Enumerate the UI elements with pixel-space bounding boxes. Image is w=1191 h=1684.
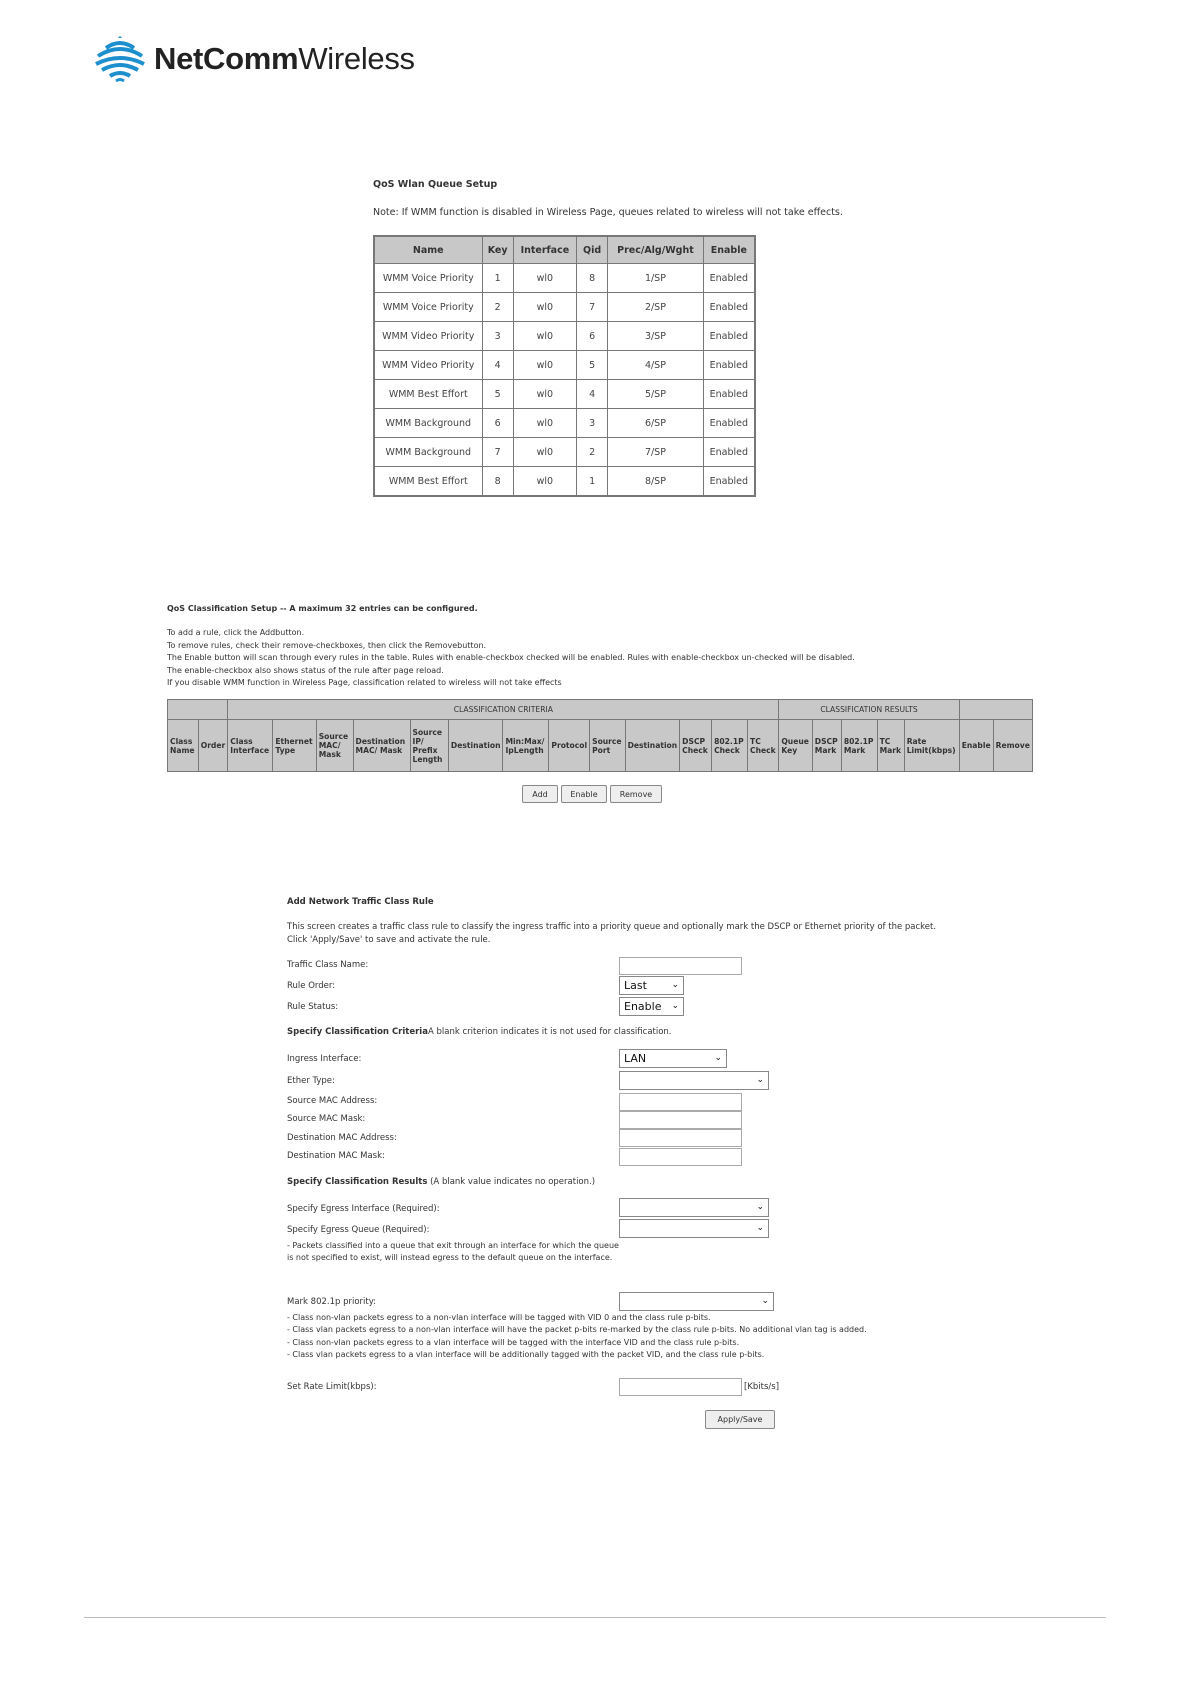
footer-divider xyxy=(84,1617,1106,1618)
rate-limit-label: Set Rate Limit(kbps): xyxy=(287,1382,377,1392)
cell: 7 xyxy=(482,438,513,467)
ether-type-label: Ether Type: xyxy=(287,1076,335,1086)
cell: WMM Best Effort xyxy=(374,467,482,497)
instruction-line: To remove rules, check their remove-checkboxes, then click the Removebutton. xyxy=(167,640,487,650)
table-row xyxy=(374,409,755,438)
col-header: DSCP Check xyxy=(680,720,712,772)
cell: Enabled xyxy=(703,380,755,409)
cell: Enabled xyxy=(703,438,755,467)
mark-priority-label: Mark 802.1p priority: xyxy=(287,1297,377,1307)
rate-unit: [Kbits/s] xyxy=(744,1382,780,1392)
cell: 1/SP xyxy=(608,264,704,293)
cell: Enabled xyxy=(703,293,755,322)
table-row xyxy=(374,467,755,497)
netcomm-logo xyxy=(94,34,415,84)
cell: wl0 xyxy=(513,467,576,497)
destination-mac-label: Destination MAC Address: xyxy=(287,1133,397,1143)
note-line: - Class non-vlan packets egress to a vlan interface will be tagged with the interface VID and the class rule p-bits. xyxy=(287,1337,740,1347)
note-line: - Class vlan packets egress to a vlan interface will be additionally tagged with the packet VID, and the class rule p-bits. xyxy=(287,1349,765,1359)
add-button[interactable]: Add xyxy=(522,785,558,803)
col-header: Ethernet Type xyxy=(273,720,316,772)
col-header: DSCP Mark xyxy=(812,720,841,772)
cell: 6 xyxy=(482,409,513,438)
col-header: TC Mark xyxy=(877,720,904,772)
col-header: Interface xyxy=(513,236,576,264)
col-header: Destination MAC/ Mask xyxy=(353,720,410,772)
cell: wl0 xyxy=(513,380,576,409)
col-header: Name xyxy=(374,236,482,264)
mark-priority-select[interactable] xyxy=(619,1292,774,1311)
note-line: is not specified to exist, will instead egress to the default queue on the interface. xyxy=(287,1253,613,1263)
source-mac-mask-label: Source MAC Mask: xyxy=(287,1114,366,1124)
chevron-down-icon: ⌄ xyxy=(671,980,679,990)
cell: 4/SP xyxy=(608,351,704,380)
destination-mac-input[interactable] xyxy=(619,1129,742,1147)
chevron-down-icon: ⌄ xyxy=(761,1296,769,1306)
cell: 2/SP xyxy=(608,293,704,322)
col-header: TC Check xyxy=(748,720,779,772)
cell: 4 xyxy=(482,351,513,380)
cell: WMM Background xyxy=(374,409,482,438)
chevron-down-icon: ⌄ xyxy=(671,1001,679,1011)
classification-instructions xyxy=(167,627,1067,690)
egress-queue-select[interactable] xyxy=(619,1219,769,1238)
col-header: Source Port xyxy=(590,720,625,772)
col-header: Enable xyxy=(959,720,993,772)
enable-button[interactable]: Enable xyxy=(561,785,607,803)
col-header: Destination xyxy=(625,720,680,772)
classification-results-header: CLASSIFICATION RESULTS xyxy=(779,700,959,720)
chevron-down-icon: ⌄ xyxy=(756,1223,764,1233)
col-header: Rate Limit(kbps) xyxy=(904,720,959,772)
cell: wl0 xyxy=(513,264,576,293)
cell: Enabled xyxy=(703,322,755,351)
cell: wl0 xyxy=(513,438,576,467)
cell: 6/SP xyxy=(608,409,704,438)
cell: 8 xyxy=(482,467,513,497)
cell: 2 xyxy=(482,293,513,322)
rule-status-value: Enable xyxy=(624,1000,662,1013)
traffic-class-name-input[interactable] xyxy=(619,957,742,975)
traffic-class-name-label: Traffic Class Name: xyxy=(287,960,369,970)
wireless-waves-icon xyxy=(94,36,146,82)
results-header: Specify Classification Results (A blank value indicates no operation.) xyxy=(287,1177,596,1187)
cell: WMM Video Priority xyxy=(374,322,482,351)
source-mac-mask-input[interactable] xyxy=(619,1111,742,1129)
ingress-interface-label: Ingress Interface: xyxy=(287,1054,362,1064)
wlan-queue-title: QoS Wlan Queue Setup xyxy=(373,179,498,190)
col-header: 802.1P Check xyxy=(712,720,748,772)
col-header: Class Interface xyxy=(228,720,273,772)
egress-interface-select[interactable] xyxy=(619,1198,769,1217)
col-header: Queue Key xyxy=(779,720,812,772)
criteria-header: Specify Classification CriteriaA blank criterion indicates it is not used for classification. xyxy=(287,1027,672,1037)
cell: 3 xyxy=(482,322,513,351)
rule-order-label: Rule Order: xyxy=(287,981,336,991)
cell: wl0 xyxy=(513,322,576,351)
add-rule-description: This screen creates a traffic class rule to classify the ingress traffic into a priority queue and optionally mark the DSCP or Ethernet priority of the packet. xyxy=(287,922,937,932)
cell: 5/SP xyxy=(608,380,704,409)
col-header: Destination xyxy=(448,720,503,772)
col-header: 802.1P Mark xyxy=(841,720,877,772)
classification-title: QoS Classification Setup -- A maximum 32 entries can be configured. xyxy=(167,604,478,613)
table-row xyxy=(374,293,755,322)
cell: 8 xyxy=(577,264,608,293)
note-line: - Class non-vlan packets egress to a non-vlan interface will be tagged with VID 0 and the class rule p-bits. xyxy=(287,1313,711,1322)
destination-mac-mask-label: Destination MAC Mask: xyxy=(287,1151,385,1161)
brand-name: NetCommWireless xyxy=(154,41,415,76)
col-header: Min:Max/ IpLength xyxy=(503,720,549,772)
source-mac-label: Source MAC Address: xyxy=(287,1096,378,1106)
cell: wl0 xyxy=(513,293,576,322)
apply-save-button[interactable]: Apply/Save xyxy=(705,1410,775,1429)
col-header: Prec/Alg/Wght xyxy=(608,236,704,264)
cell: Enabled xyxy=(703,467,755,497)
add-rule-title: Add Network Traffic Class Rule xyxy=(287,897,434,907)
cell: 7/SP xyxy=(608,438,704,467)
cell: WMM Video Priority xyxy=(374,351,482,380)
col-header: Protocol xyxy=(549,720,590,772)
cell: Enabled xyxy=(703,409,755,438)
remove-button[interactable]: Remove xyxy=(610,785,662,803)
table-row xyxy=(374,380,755,409)
cell: 5 xyxy=(482,380,513,409)
cell: 3/SP xyxy=(608,322,704,351)
instruction-line: The Enable button will scan through every rules in the table. Rules with enable-checkbox checked will be enabled. Rules with enable-checkbox un-checked will be disabled. xyxy=(167,653,855,662)
rate-limit-input[interactable] xyxy=(619,1378,742,1396)
col-header: Class Name xyxy=(168,720,199,772)
mark-notes xyxy=(287,1312,867,1361)
cell: 8/SP xyxy=(608,467,704,497)
cell: 4 xyxy=(577,380,608,409)
table-row xyxy=(374,264,755,293)
table-row xyxy=(374,351,755,380)
col-header: Qid xyxy=(577,236,608,264)
cell: WMM Background xyxy=(374,438,482,467)
cell: WMM Voice Priority xyxy=(374,293,482,322)
instruction-line: To add a rule, click the Addbutton. xyxy=(167,628,305,637)
wlan-queue-table xyxy=(373,235,756,497)
chevron-down-icon: ⌄ xyxy=(756,1202,764,1212)
cell: WMM Voice Priority xyxy=(374,264,482,293)
egress-interface-label: Specify Egress Interface (Required): xyxy=(287,1204,440,1214)
egress-queue-label: Specify Egress Queue (Required): xyxy=(287,1225,430,1235)
col-header: Key xyxy=(482,236,513,264)
wlan-queue-note: Note: If WMM function is disabled in Wireless Page, queues related to wireless will not take effects. xyxy=(373,207,843,218)
col-header: Enable xyxy=(703,236,755,264)
cell: WMM Best Effort xyxy=(374,380,482,409)
source-mac-input[interactable] xyxy=(619,1093,742,1111)
destination-mac-mask-input[interactable] xyxy=(619,1148,742,1166)
col-header: Order xyxy=(198,720,228,772)
chevron-down-icon: ⌄ xyxy=(756,1075,764,1085)
note-line: - Class vlan packets egress to a non-vlan interface will have the packet p-bits re-marked by the class rule p-bits. No additional vlan tag is added. xyxy=(287,1325,867,1335)
add-rule-instruction: Click 'Apply/Save' to save and activate the rule. xyxy=(287,935,491,945)
col-header: Source IP/ Prefix Length xyxy=(410,720,448,772)
cell: 2 xyxy=(577,438,608,467)
ether-type-select[interactable] xyxy=(619,1071,769,1090)
cell: 7 xyxy=(577,293,608,322)
egress-note xyxy=(287,1240,619,1265)
cell: Enabled xyxy=(703,264,755,293)
rule-order-value: Last xyxy=(624,979,647,992)
ingress-interface-value: LAN xyxy=(624,1052,647,1065)
rule-status-label: Rule Status: xyxy=(287,1002,339,1012)
classification-table xyxy=(167,699,1033,772)
cell: 1 xyxy=(482,264,513,293)
cell: 1 xyxy=(577,467,608,497)
col-header: Source MAC/ Mask xyxy=(316,720,353,772)
rule-status-select[interactable] xyxy=(619,997,684,1016)
group-spacer xyxy=(168,700,228,720)
classification-criteria-header: CLASSIFICATION CRITERIA xyxy=(228,700,779,720)
cell: 5 xyxy=(577,351,608,380)
chevron-down-icon: ⌄ xyxy=(714,1053,722,1063)
col-header: Remove xyxy=(993,720,1032,772)
cell: 3 xyxy=(577,409,608,438)
cell: 6 xyxy=(577,322,608,351)
table-row xyxy=(374,438,755,467)
table-row xyxy=(374,322,755,351)
ingress-interface-select[interactable] xyxy=(619,1049,727,1068)
instruction-line: If you disable WMM function in Wireless Page, classification related to wireless will not take effects xyxy=(167,678,562,687)
instruction-line: The enable-checkbox also shows status of the rule after page reload. xyxy=(167,665,444,675)
cell: wl0 xyxy=(513,351,576,380)
cell: Enabled xyxy=(703,351,755,380)
note-line: - Packets classified into a queue that exit through an interface for which the queue xyxy=(287,1241,619,1250)
group-spacer xyxy=(959,700,1032,720)
rule-order-select[interactable] xyxy=(619,976,684,995)
cell: wl0 xyxy=(513,409,576,438)
